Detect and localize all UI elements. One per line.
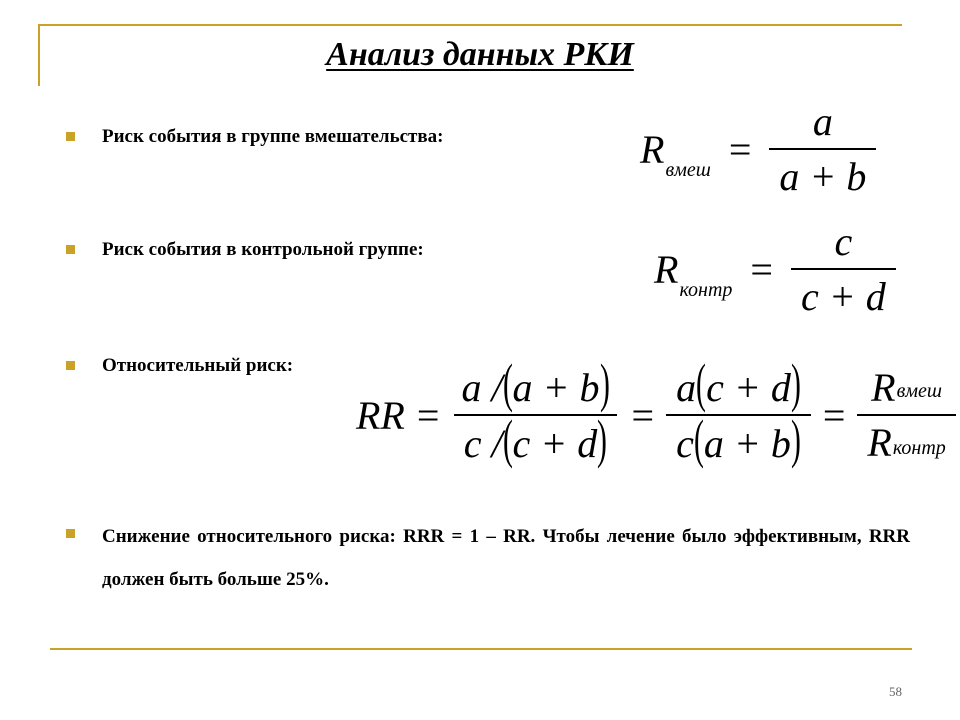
formula-numerator: R вмеш bbox=[871, 365, 943, 410]
formula-denominator: a + b bbox=[769, 148, 876, 200]
bullet-square-icon bbox=[66, 361, 75, 370]
formula-equals: = bbox=[822, 392, 846, 438]
slide-frame-bottom-line bbox=[50, 648, 912, 650]
bullet-square-icon bbox=[66, 245, 75, 254]
slide-title: Анализ данных РКИ bbox=[326, 36, 634, 73]
slide-frame-top-line bbox=[38, 24, 902, 26]
formula-numerator: a bbox=[812, 99, 833, 144]
formula-rr-fraction-3 bbox=[857, 364, 955, 466]
formula-symbol: R bbox=[640, 126, 665, 172]
formula-fraction bbox=[769, 98, 876, 200]
formula-subscript: вмеш bbox=[665, 159, 711, 181]
bullet-text-relative-risk: Относительный риск: bbox=[102, 355, 294, 376]
formula-rr-fraction-1 bbox=[451, 353, 619, 469]
bullet-square-icon bbox=[66, 529, 75, 538]
bullet-text-rrr: Снижение относительного риска: RRR = 1 – RR. Чтобы лечение было эффективным, RRR должен быть больше 25%. bbox=[102, 526, 910, 590]
formula-subscript: контр bbox=[679, 279, 733, 301]
formula-equals: = bbox=[416, 392, 440, 438]
formula-numerator: a(c + d) bbox=[676, 353, 801, 413]
formula-fraction bbox=[791, 218, 896, 320]
formula-denominator: c(a + b) bbox=[666, 414, 811, 467]
page-number: 58 bbox=[889, 684, 902, 699]
formula-rr-lhs: RR bbox=[356, 392, 405, 438]
bullet-text-intervention-risk: Риск события в группе вмешательства: bbox=[102, 126, 444, 147]
formula-numerator: c bbox=[834, 219, 853, 264]
bullet-text-control-risk: Риск события в контрольной группе: bbox=[102, 239, 424, 260]
formula-denominator: c + d bbox=[791, 268, 896, 320]
formula-rr bbox=[356, 353, 956, 469]
formula-denominator: R контр bbox=[857, 414, 955, 466]
formula-numerator: a /(a + b) bbox=[461, 353, 610, 413]
formula-rr-fraction-2 bbox=[666, 353, 811, 469]
formula-equals: = bbox=[728, 126, 752, 172]
bullet-square-icon bbox=[66, 132, 75, 141]
formula-denominator: c /(c + d) bbox=[454, 414, 618, 467]
formula-equals: = bbox=[631, 392, 655, 438]
formula-r-control bbox=[654, 218, 896, 320]
formula-equals: = bbox=[750, 246, 773, 292]
formula-r-intervention bbox=[640, 98, 876, 200]
formula-symbol: R bbox=[654, 246, 679, 292]
